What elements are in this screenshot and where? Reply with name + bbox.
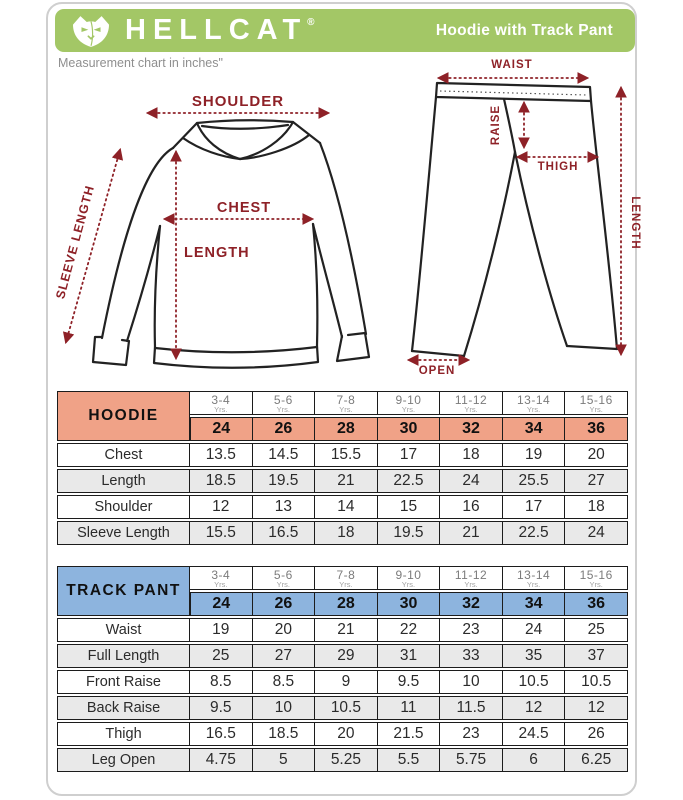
measurement-value-cell: 18.5 bbox=[190, 469, 253, 493]
age-header-cell bbox=[378, 566, 441, 590]
size-header-cell: 32 bbox=[440, 592, 503, 616]
measurement-value-cell: 5 bbox=[253, 748, 316, 772]
age-header-cell bbox=[503, 391, 566, 415]
measurement-value-cell: 20 bbox=[253, 618, 316, 642]
measurement-value-cell: 6.25 bbox=[565, 748, 628, 772]
hoodie-chest-label: CHEST bbox=[216, 200, 272, 216]
age-range: 11-12 bbox=[454, 393, 488, 407]
pant-length-label: LENGTH bbox=[629, 196, 641, 250]
measurement-value-cell: 19.5 bbox=[253, 469, 316, 493]
measurement-unit-note: Measurement chart in inches" bbox=[58, 56, 223, 70]
measurement-value-cell: 16.5 bbox=[190, 722, 253, 746]
age-range: 5-6 bbox=[273, 393, 293, 407]
age-range: 3-4 bbox=[211, 568, 231, 582]
measurement-row bbox=[57, 443, 628, 467]
size-header-cell: 30 bbox=[378, 417, 441, 441]
measurement-value-cell: 24.5 bbox=[503, 722, 566, 746]
measurement-value-cell: 17 bbox=[503, 495, 566, 519]
hoodie-sleeve-length-label: SLEEVE LENGTH bbox=[53, 183, 98, 301]
measurement-value-cell: 21 bbox=[440, 521, 503, 545]
age-unit: Yrs. bbox=[214, 405, 228, 414]
measurement-value-cell: 29 bbox=[315, 644, 378, 668]
hoodie-outline bbox=[93, 120, 369, 368]
measurement-value-cell: 8.5 bbox=[190, 670, 253, 694]
measurement-value-cell: 12 bbox=[190, 495, 253, 519]
age-header-cell bbox=[253, 391, 316, 415]
size-header-cell: 36 bbox=[565, 592, 628, 616]
measurement-value-cell: 19 bbox=[190, 618, 253, 642]
size-header-cell: 30 bbox=[378, 592, 441, 616]
measurement-value-cell: 18 bbox=[315, 521, 378, 545]
age-header-cell bbox=[565, 391, 628, 415]
age-header-cell bbox=[315, 566, 378, 590]
size-header-cell: 26 bbox=[253, 592, 316, 616]
age-range: 13-14 bbox=[516, 568, 551, 582]
hoodie-measurement-diagram bbox=[50, 66, 390, 388]
age-unit: Yrs. bbox=[401, 580, 416, 589]
measurement-value-cell: 8.5 bbox=[253, 670, 316, 694]
age-range: 5-6 bbox=[273, 568, 293, 582]
measurement-value-cell: 9.5 bbox=[378, 670, 441, 694]
measurement-value-cell: 22.5 bbox=[378, 469, 441, 493]
age-range: 3-4 bbox=[211, 393, 231, 407]
hoodie-size-table bbox=[57, 389, 628, 547]
pant-thigh-label: THIGH bbox=[537, 161, 579, 173]
age-range: 11-12 bbox=[454, 568, 488, 582]
age-header-cell bbox=[378, 391, 441, 415]
brand-text: HELLCAT bbox=[125, 14, 308, 46]
row-label-cell: Full Length bbox=[57, 644, 190, 668]
measurement-value-cell: 23 bbox=[440, 618, 503, 642]
age-unit: Yrs. bbox=[464, 405, 478, 414]
measurement-value-cell: 10.5 bbox=[565, 670, 628, 694]
age-range: 15-16 bbox=[579, 393, 613, 407]
measurement-value-cell: 22 bbox=[378, 618, 441, 642]
age-header-cell bbox=[440, 566, 503, 590]
row-label-cell: Waist bbox=[57, 618, 190, 642]
measurement-value-cell: 37 bbox=[565, 644, 628, 668]
size-header-cell: 36 bbox=[565, 417, 628, 441]
track-pant-measurement-diagram bbox=[398, 55, 648, 377]
measurement-value-cell: 11.5 bbox=[440, 696, 503, 720]
measurement-value-cell: 21 bbox=[315, 618, 378, 642]
size-header-cell: 34 bbox=[503, 592, 566, 616]
product-title: Hoodie with Track Pant bbox=[435, 21, 613, 39]
measurement-value-cell: 35 bbox=[503, 644, 566, 668]
age-unit: Yrs. bbox=[339, 405, 353, 414]
brand-name bbox=[125, 16, 315, 45]
measurement-value-cell: 24 bbox=[440, 469, 503, 493]
measurement-row bbox=[57, 696, 628, 720]
measurement-value-cell: 18 bbox=[565, 495, 628, 519]
measurement-value-cell: 5.75 bbox=[440, 748, 503, 772]
age-header-cell bbox=[190, 391, 253, 415]
size-header-cell: 28 bbox=[315, 417, 378, 441]
age-unit: Yrs. bbox=[526, 580, 541, 589]
measurement-value-cell: 26 bbox=[565, 722, 628, 746]
header-bar bbox=[55, 9, 635, 52]
measurement-row bbox=[57, 644, 628, 668]
measurement-row bbox=[57, 495, 628, 519]
measurement-value-cell: 24 bbox=[503, 618, 566, 642]
registered-mark: ® bbox=[307, 17, 315, 28]
age-header-row bbox=[57, 391, 628, 415]
age-header-cell bbox=[253, 566, 316, 590]
age-unit: Yrs. bbox=[401, 405, 416, 414]
age-unit: Yrs. bbox=[276, 580, 291, 589]
measurement-value-cell: 25 bbox=[565, 618, 628, 642]
size-header-cell: 24 bbox=[190, 592, 253, 616]
measurement-value-cell: 10.5 bbox=[503, 670, 566, 694]
measurement-value-cell: 18.5 bbox=[253, 722, 316, 746]
size-header-cell: 34 bbox=[503, 417, 566, 441]
measurement-value-cell: 15.5 bbox=[315, 443, 378, 467]
age-header-cell bbox=[565, 566, 628, 590]
measurement-value-cell: 21 bbox=[315, 469, 378, 493]
size-header-cell: 32 bbox=[440, 417, 503, 441]
measurement-value-cell: 19 bbox=[503, 443, 566, 467]
age-range: 7-8 bbox=[336, 393, 356, 407]
measurement-value-cell: 14.5 bbox=[253, 443, 316, 467]
age-range: 9-10 bbox=[395, 568, 422, 582]
measurement-row bbox=[57, 469, 628, 493]
measurement-value-cell: 25.5 bbox=[503, 469, 566, 493]
measurement-value-cell: 24 bbox=[565, 521, 628, 545]
measurement-value-cell: 12 bbox=[503, 696, 566, 720]
measurement-value-cell: 23 bbox=[440, 722, 503, 746]
age-unit: Yrs. bbox=[339, 580, 353, 589]
age-header-cell bbox=[315, 391, 378, 415]
measurement-value-cell: 33 bbox=[440, 644, 503, 668]
age-range: 15-16 bbox=[579, 568, 613, 582]
hoodie-length-label: LENGTH bbox=[184, 245, 250, 261]
measurement-value-cell: 25 bbox=[190, 644, 253, 668]
measurement-value-cell: 14 bbox=[315, 495, 378, 519]
measurement-value-cell: 6 bbox=[503, 748, 566, 772]
row-label-cell: Chest bbox=[57, 443, 190, 467]
measurement-value-cell: 12 bbox=[565, 696, 628, 720]
size-header-cell: 24 bbox=[190, 417, 253, 441]
hoodie-shoulder-label: SHOULDER bbox=[191, 93, 285, 110]
row-label-cell: Leg Open bbox=[57, 748, 190, 772]
size-header-cell: 28 bbox=[315, 592, 378, 616]
age-header-cell bbox=[190, 566, 253, 590]
row-label-cell: Length bbox=[57, 469, 190, 493]
measurement-value-cell: 9 bbox=[315, 670, 378, 694]
measurement-value-cell: 13 bbox=[253, 495, 316, 519]
measurement-value-cell: 27 bbox=[253, 644, 316, 668]
measurement-value-cell: 10.5 bbox=[315, 696, 378, 720]
track-pant-size-table bbox=[57, 564, 628, 774]
age-unit: Yrs. bbox=[276, 405, 291, 414]
measurement-value-cell: 16.5 bbox=[253, 521, 316, 545]
measurement-value-cell: 19.5 bbox=[378, 521, 441, 545]
measurement-value-cell: 16 bbox=[440, 495, 503, 519]
age-unit: Yrs. bbox=[464, 580, 478, 589]
measurement-value-cell: 17 bbox=[378, 443, 441, 467]
measurement-value-cell: 15.5 bbox=[190, 521, 253, 545]
measurement-value-cell: 13.5 bbox=[190, 443, 253, 467]
measurement-value-cell: 5.5 bbox=[378, 748, 441, 772]
measurement-value-cell: 21.5 bbox=[378, 722, 441, 746]
row-label-cell: Front Raise bbox=[57, 670, 190, 694]
pant-raise-label: RAISE bbox=[490, 104, 502, 146]
measurement-value-cell: 10 bbox=[253, 696, 316, 720]
table-title: TRACK PANT bbox=[57, 566, 190, 616]
age-unit: Yrs. bbox=[589, 405, 603, 414]
measurement-value-cell: 27 bbox=[565, 469, 628, 493]
age-unit: Yrs. bbox=[214, 580, 228, 589]
measurement-value-cell: 22.5 bbox=[503, 521, 566, 545]
measurement-value-cell: 18 bbox=[440, 443, 503, 467]
table-title: HOODIE bbox=[57, 391, 190, 441]
pant-open-label: OPEN bbox=[418, 365, 456, 377]
row-label-cell: Back Raise bbox=[57, 696, 190, 720]
brand-logo-cat-mask-icon bbox=[69, 13, 113, 49]
measurement-value-cell: 20 bbox=[315, 722, 378, 746]
age-unit: Yrs. bbox=[526, 405, 541, 414]
age-range: 13-14 bbox=[516, 393, 551, 407]
size-header-cell: 26 bbox=[253, 417, 316, 441]
row-label-cell: Thigh bbox=[57, 722, 190, 746]
measurement-value-cell: 4.75 bbox=[190, 748, 253, 772]
age-header-cell bbox=[503, 566, 566, 590]
measurement-value-cell: 20 bbox=[565, 443, 628, 467]
measurement-row bbox=[57, 670, 628, 694]
track-pant-annotations bbox=[409, 59, 641, 377]
age-header-cell bbox=[440, 391, 503, 415]
pant-waist-label: WAIST bbox=[491, 59, 533, 71]
measurement-value-cell: 31 bbox=[378, 644, 441, 668]
measurement-value-cell: 15 bbox=[378, 495, 441, 519]
measurement-value-cell: 11 bbox=[378, 696, 441, 720]
measurement-row bbox=[57, 722, 628, 746]
measurement-value-cell: 10 bbox=[440, 670, 503, 694]
track-pant-outline bbox=[412, 83, 617, 356]
age-range: 9-10 bbox=[395, 393, 422, 407]
row-label-cell: Sleeve Length bbox=[57, 521, 190, 545]
measurement-row bbox=[57, 521, 628, 545]
age-header-row bbox=[57, 566, 628, 590]
age-unit: Yrs. bbox=[589, 580, 603, 589]
measurement-row bbox=[57, 618, 628, 642]
measurement-row bbox=[57, 748, 628, 772]
row-label-cell: Shoulder bbox=[57, 495, 190, 519]
measurement-value-cell: 5.25 bbox=[315, 748, 378, 772]
measurement-value-cell: 9.5 bbox=[190, 696, 253, 720]
age-range: 7-8 bbox=[336, 568, 356, 582]
